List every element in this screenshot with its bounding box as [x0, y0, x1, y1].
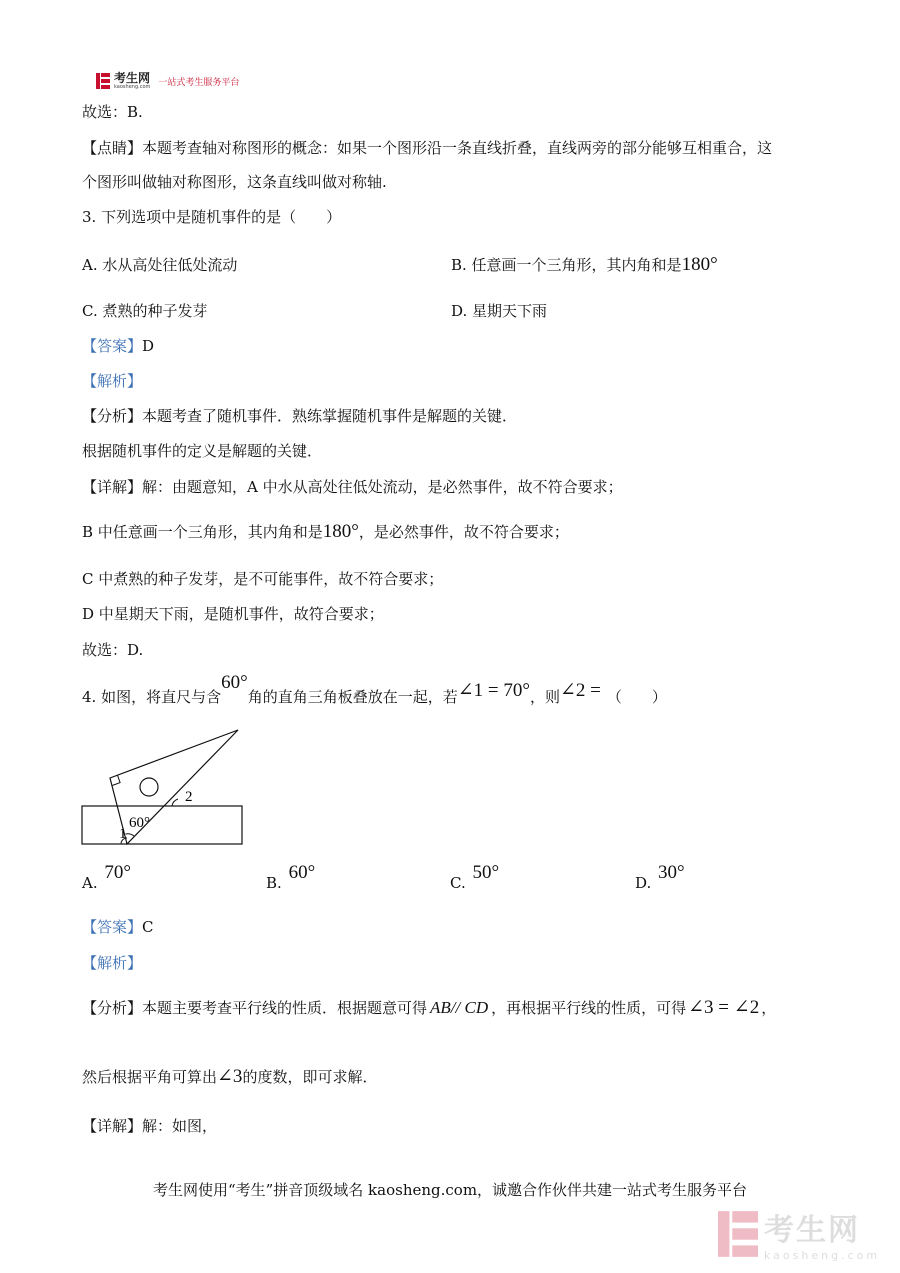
footer-text: 考生网使用“考生”拼音顶级域名 kaosheng.com，诚邀合作伙伴共建一站式考生服务平台 [152, 1181, 748, 1199]
logo-slogan: 一站式考生服务平台 [158, 77, 240, 88]
q4-fenxi2: 然后根据平角可算出∠3的度数，即可求解． [82, 1066, 378, 1087]
q3-fenxi2: 根据随机事件的定义是解题的关键． [82, 442, 323, 460]
logo-domain: kaosheng.com [114, 84, 151, 90]
label-2: 2 [185, 789, 193, 805]
q3-stem: 3. 下列选项中是随机事件的是（ ） [82, 208, 342, 226]
prev-comment-line1: 【点睛】本题考查轴对称图形的概念：如果一个图形沿一条直线折叠，直线两旁的部分能够互相重合，这 [82, 139, 773, 157]
watermark-logo-icon [718, 1211, 758, 1257]
ruler-shape [82, 806, 242, 844]
q4-option-d: D. 30° [635, 862, 685, 892]
q4-stem: 4. 如图，将直尺与含60°角的直角三角板叠放在一起，若∠1 = 70°，则∠2 = （ ） [82, 672, 667, 706]
q4-option-a: A. 70° [82, 862, 131, 892]
header-logo[interactable] [96, 72, 239, 90]
q3-detail-b: B 中任意画一个三角形，其内角和是180°，是必然事件，故不符合要求； [82, 521, 569, 542]
prev-comment-line2: 个图形叫做轴对称图形，这条直线叫做对称轴. [82, 173, 387, 191]
q3-detail-a: 【详解】解：由题意知，A 中水从高处往低处流动，是必然事件，故不符合要求； [82, 478, 623, 496]
q3-fenxi: 【分析】本题考查了随机事件．熟练掌握随机事件是解题的关键． [82, 407, 518, 425]
q4-figure [78, 725, 250, 850]
q3-analysis-tag: 【解析】 [82, 372, 143, 390]
q3-detail-d: D 中星期天下雨，是随机事件，故符合要求； [82, 605, 384, 623]
q3-option-a: A. 水从高处往低处流动 [82, 256, 238, 274]
q4-answer: 【答案】C [82, 918, 154, 936]
logo-name: 考生网 [114, 71, 151, 85]
q3-detail-c: C 中煮熟的种子发芽，是不可能事件，故不符合要求； [82, 570, 444, 588]
prev-choice: 故选：B. [82, 103, 143, 121]
kaosheng-logo-icon [96, 73, 110, 89]
triangle-hole [140, 778, 158, 796]
q3-answer: 【答案】D [82, 337, 155, 355]
q3-choice: 故选：D. [82, 641, 144, 659]
q4-option-c: C. 50° [450, 862, 500, 892]
q4-fenxi: 【分析】本题主要考查平行线的性质．根据题意可得 AB// CD ，再根据平行线的性质，可得 ∠3 = ∠2 ， [82, 997, 777, 1018]
watermark-domain: kaosheng.com [764, 1249, 881, 1262]
q3-option-b: B. 任意画一个三角形，其内角和是180° [451, 254, 718, 275]
q4-analysis-tag: 【解析】 [82, 954, 143, 972]
watermark-name: 考生网 [764, 1213, 860, 1248]
comment-tag: 【点睛】 [82, 139, 143, 157]
answer-tag: 【答案】 [82, 337, 143, 355]
angle-2-arc [172, 799, 178, 806]
angle-60-arc [126, 834, 135, 836]
label-1: 1 [119, 826, 127, 842]
watermark [718, 1205, 880, 1262]
q3-option-c: C. 煮熟的种子发芽 [82, 302, 208, 320]
q4-detail: 【详解】解：如图， [82, 1117, 218, 1135]
q3-option-d: D. 星期天下雨 [451, 302, 548, 320]
q4-option-b: B. 60° [266, 862, 316, 892]
label-60: 60° [129, 815, 150, 831]
